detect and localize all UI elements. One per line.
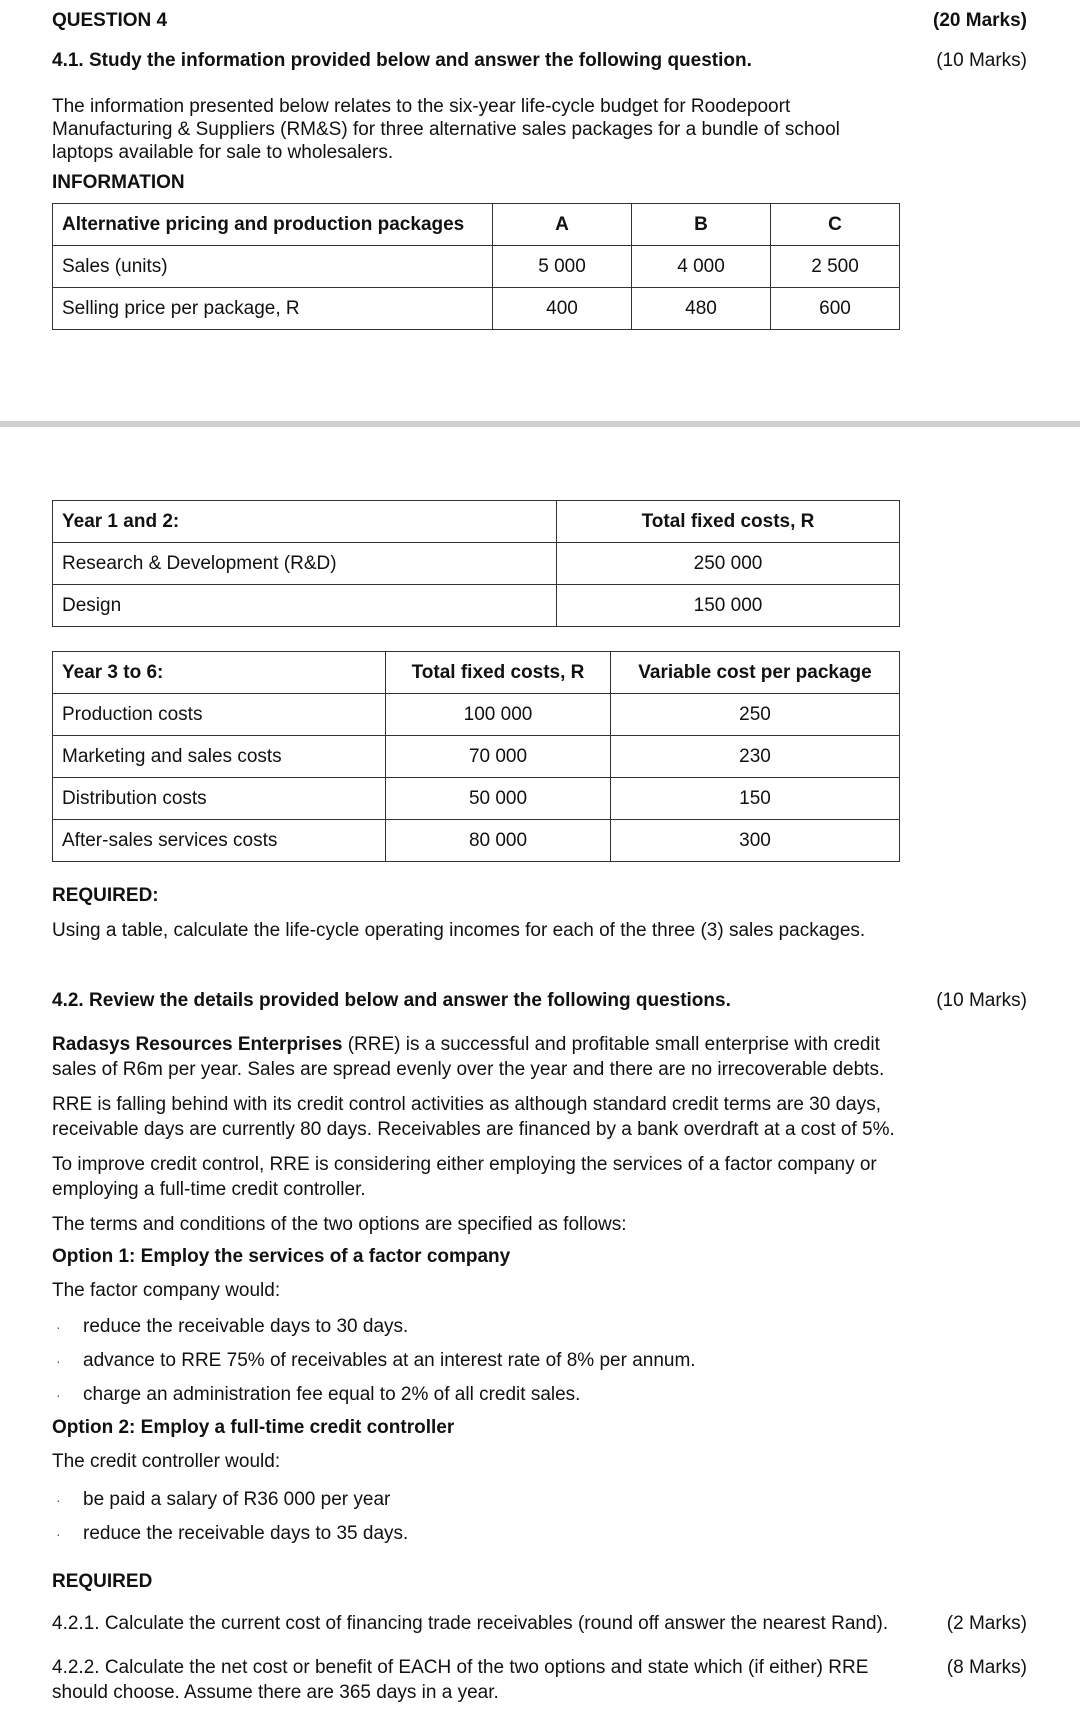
q41-marks: (10 Marks)	[936, 50, 1027, 71]
list-item	[52, 1346, 902, 1380]
question-marks: (20 Marks)	[933, 10, 1027, 31]
option1-list	[52, 1312, 902, 1414]
q42-para4: The terms and conditions of the two options are specified as follows:	[52, 1214, 627, 1235]
option2-intro: The credit controller would:	[52, 1451, 281, 1472]
q422-text: 4.2.2. Calculate the net cost or benefit of EACH of the two options and state which (if either) RRE should choose. Assume there are 365 days in a year.	[52, 1657, 869, 1703]
table-cell: Marketing and sales costs	[53, 736, 386, 778]
option1-intro: The factor company would:	[52, 1280, 281, 1301]
table-header-cell: C	[771, 204, 900, 246]
table-cell: 80 000	[386, 820, 611, 862]
table-cell: Design	[53, 585, 557, 627]
bullet-icon: ·	[56, 1526, 61, 1542]
table-cell: 250 000	[557, 543, 900, 585]
table-cell: 4 000	[632, 246, 771, 288]
option2-title: Option 2: Employ a full-time credit controller	[52, 1417, 455, 1438]
q41-heading: 4.1. Study the information provided below and answer the following question.	[52, 50, 752, 71]
table-row	[53, 585, 900, 627]
packages-table	[52, 203, 900, 330]
table-row	[53, 736, 900, 778]
list-item-text: reduce the receivable days to 35 days.	[83, 1523, 409, 1544]
q41-intro: The information presented below relates to the six-year life-cycle budget for Roodepoort Manufacturing & Suppliers (RM&S) for three alternative sales packages for a bundle of school laptops available for sale to wholesalers.	[52, 96, 840, 163]
q42-heading: 4.2. Review the details provided below and answer the following questions.	[52, 990, 731, 1011]
table-header-row	[53, 204, 900, 246]
table-header-row	[53, 501, 900, 543]
bullet-icon: ·	[56, 1492, 61, 1508]
table-header-cell: A	[493, 204, 632, 246]
list-item-text: advance to RRE 75% of receivables at an interest rate of 8% per annum.	[83, 1350, 696, 1371]
question-title: QUESTION 4	[52, 10, 168, 31]
bullet-icon: ·	[56, 1319, 61, 1335]
table-row	[53, 288, 900, 330]
option2-list	[52, 1485, 902, 1553]
question-header	[52, 10, 1027, 32]
list-item-text: reduce the receivable days to 30 days.	[83, 1316, 409, 1337]
list-item	[52, 1380, 902, 1414]
table-cell: 150	[611, 778, 900, 820]
table-header-cell: Year 3 to 6:	[53, 652, 386, 694]
q421-row	[52, 1613, 1027, 1635]
table-cell: 400	[493, 288, 632, 330]
table-row	[53, 543, 900, 585]
table-cell: 250	[611, 694, 900, 736]
bullet-icon: ·	[56, 1353, 61, 1369]
table-cell: Research & Development (R&D)	[53, 543, 557, 585]
table-cell: 230	[611, 736, 900, 778]
table-row	[53, 778, 900, 820]
table-header-cell: Total fixed costs, R	[557, 501, 900, 543]
table-cell: 300	[611, 820, 900, 862]
company-name: Radasys Resources Enterprises	[52, 1034, 343, 1055]
table-cell: 70 000	[386, 736, 611, 778]
table-header-cell: Alternative pricing and production packages	[53, 204, 493, 246]
q42-para1	[52, 1032, 902, 1082]
list-item	[52, 1485, 902, 1519]
q422-marks: (8 Marks)	[946, 1657, 1027, 1678]
table-cell: Sales (units)	[53, 246, 493, 288]
list-item	[52, 1519, 902, 1553]
table-header-cell: Variable cost per package	[611, 652, 900, 694]
table-cell: Selling price per package, R	[53, 288, 493, 330]
list-item	[52, 1312, 902, 1346]
page-divider	[0, 421, 1080, 427]
table-cell: 2 500	[771, 246, 900, 288]
table-cell: 50 000	[386, 778, 611, 820]
table-cell: 5 000	[493, 246, 632, 288]
years-1-2-table	[52, 500, 900, 627]
table-cell: Production costs	[53, 694, 386, 736]
table-cell: 150 000	[557, 585, 900, 627]
option1-title: Option 1: Employ the services of a factor company	[52, 1246, 511, 1267]
q42-heading-row	[52, 990, 1027, 1012]
info-label: INFORMATION	[52, 172, 185, 193]
q41-required-label: REQUIRED:	[52, 885, 159, 906]
table-cell: 100 000	[386, 694, 611, 736]
table-header-cell: Total fixed costs, R	[386, 652, 611, 694]
q422-row	[52, 1655, 1027, 1705]
list-item-text: be paid a salary of R36 000 per year	[83, 1489, 391, 1510]
table-header-cell: B	[632, 204, 771, 246]
q421-marks: (2 Marks)	[946, 1613, 1027, 1634]
table-row	[53, 246, 900, 288]
table-cell: 600	[771, 288, 900, 330]
q42-para1-text: (RRE) is a successful and profitable small enterprise with credit sales of R6m per year. Sales are spread evenly over the year and there are no irrecoverable debts.	[52, 1034, 885, 1080]
table-header-row	[53, 652, 900, 694]
q42-required-label: REQUIRED	[52, 1571, 153, 1592]
table-cell: 480	[632, 288, 771, 330]
list-item-text: charge an administration fee equal to 2% of all credit sales.	[83, 1384, 581, 1405]
table-row	[53, 694, 900, 736]
bullet-icon: ·	[56, 1387, 61, 1403]
table-row	[53, 820, 900, 862]
q421-text: 4.2.1. Calculate the current cost of financing trade receivables (round off answer the nearest Rand).	[52, 1613, 889, 1634]
q42-marks: (10 Marks)	[936, 990, 1027, 1011]
table-cell: After-sales services costs	[53, 820, 386, 862]
table-header-cell: Year 1 and 2:	[53, 501, 557, 543]
table-cell: Distribution costs	[53, 778, 386, 820]
q41-heading-row	[52, 50, 1027, 72]
q42-para2: RRE is falling behind with its credit control activities as although standard credit terms are 30 days, receivable days are currently 80 days. Receivables are financed by a bank overdraft at a cost of 5%.	[52, 1094, 895, 1140]
years-3-6-table	[52, 651, 900, 862]
q42-para3: To improve credit control, RRE is considering either employing the services of a factor company or employing a full-time credit controller.	[52, 1154, 877, 1200]
q41-required-text: Using a table, calculate the life-cycle operating incomes for each of the three (3) sales packages.	[52, 920, 866, 941]
